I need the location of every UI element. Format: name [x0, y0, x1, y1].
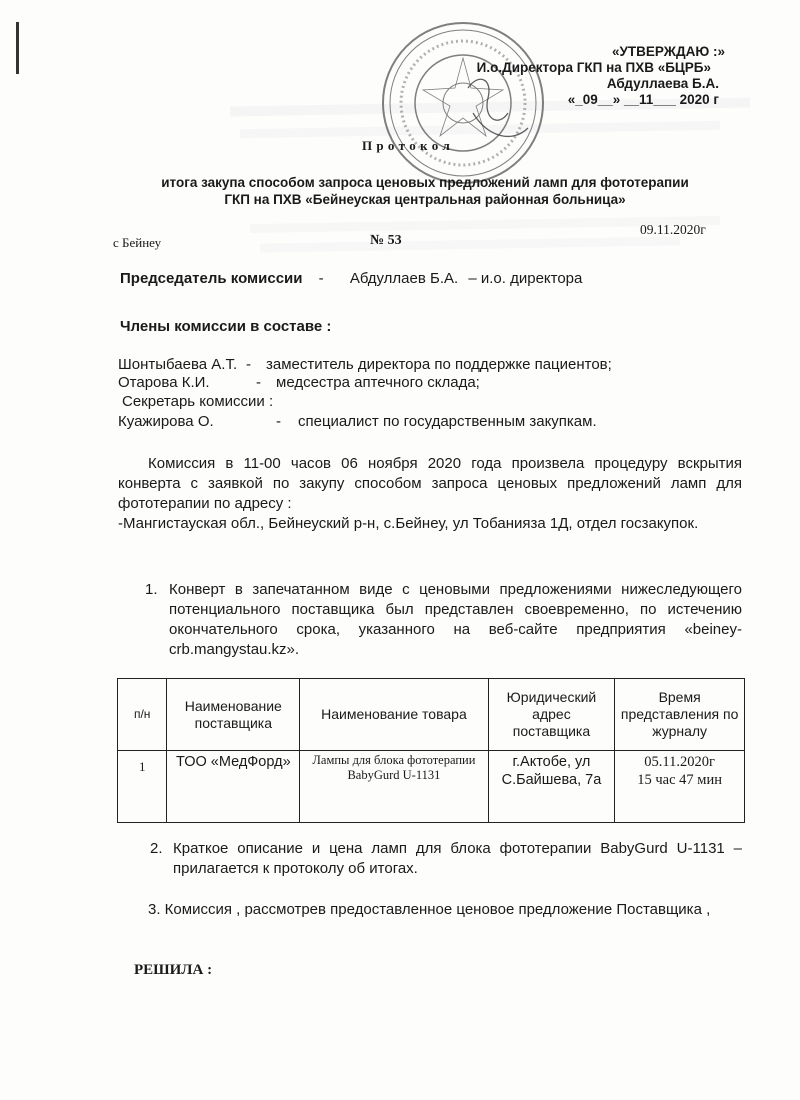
document-date: 09.11.2020г [640, 222, 706, 237]
subtitle-line-1: итога закупа способом запроса ценовых предложений ламп для фототерапии [161, 175, 689, 190]
list-item-1-number: 1. [145, 581, 158, 598]
subtitle-line-2: ГКП на ПХВ «Бейнеуская центральная районная больница» [224, 192, 626, 207]
secretary-dash: - [276, 413, 281, 430]
document-number: № 53 [370, 233, 402, 248]
supplier-table [117, 678, 745, 823]
approval-position: И.о.Директора ГКП на ПХВ «БЦРБ» [476, 60, 711, 75]
address-paragraph: -Мангистауская обл., Бейнеуский р-н, с.Бейнеу, ул Тобанияза 1Д, отдел госзакупок. [118, 515, 699, 532]
cell-time [615, 751, 745, 823]
chair-dash: - [318, 270, 324, 287]
col-header-num: п/н [118, 679, 167, 751]
approval-date: «_09__» __11___ 2020 г [567, 92, 719, 107]
chair-label: Председатель комиссии [120, 270, 303, 287]
member-role: медсестра аптечного склада; [276, 374, 480, 391]
binder-mark [16, 22, 19, 74]
cell-time-date: 05.11.2020г [644, 754, 715, 770]
intro-text: Комиссия в 11-00 часов 06 ноября 2020 года произвела процедуру вскрытия конверта с заявкой по закупу способом запроса ценовых предложений ламп для фототерапии по адресу : [118, 455, 742, 512]
list-item-1 [145, 580, 742, 660]
member-name: Шонтыбаева А.Т. [118, 356, 238, 373]
cell-time-clock: 15 час 47 мин [637, 772, 722, 788]
secretary-role: специалист по государственным закупкам. [298, 413, 597, 430]
approval-block [420, 44, 725, 108]
page-title: П р о т о к о л [362, 138, 451, 153]
chair-name: Абдуллаев Б.А. [349, 270, 459, 287]
members-heading: Члены комиссии в составе : [120, 318, 332, 335]
chair-role: – и.о. директора [468, 270, 583, 287]
document-place: с Бейнеу [113, 235, 162, 250]
member-row [118, 374, 480, 391]
cell-product: Лампы для блока фототерапии BabyGurd U-1131 [300, 751, 488, 823]
col-header-address: Юридический адрес поставщика [488, 679, 615, 751]
member-row [118, 356, 612, 373]
cell-address: г.Актобе, ул С.Байшева, 7а [488, 751, 615, 823]
decision-heading: РЕШИЛА : [134, 962, 213, 978]
list-item-1-text: Конверт в запечатанном виде с ценовыми предложениями нижеследующего потенциального поставщика был представлен своевременно, по истечению окончательного срока, указанного на веб-сайте предприятия «beiney-crb.mangystau.kz». [169, 581, 742, 658]
list-item-2-number: 2. [150, 840, 163, 857]
list-item-2 [150, 839, 742, 879]
table-row [118, 751, 745, 823]
member-role: заместитель директора по поддержке пациентов; [266, 356, 612, 373]
col-header-time: Время представления по журналу [615, 679, 745, 751]
approval-name: Абдуллаева Б.А. [606, 76, 719, 91]
col-header-supplier: Наименование поставщика [167, 679, 300, 751]
secretary-heading: Секретарь комиссии : [122, 393, 274, 410]
approval-title: «УТВЕРЖДАЮ :» [612, 44, 725, 59]
list-item-2-text: Краткое описание и цена ламп для блока фототерапии BabyGurd U-1131 – прилагается к протоколу об итогах. [173, 840, 742, 877]
member-dash: - [246, 356, 251, 373]
list-item-3: 3. Комиссия , рассмотрев предоставленное ценовое предложение Поставщика , [148, 901, 711, 918]
member-dash: - [256, 374, 261, 391]
cell-supplier: ТОО «МедФорд» [167, 751, 300, 823]
intro-paragraph [118, 454, 742, 514]
document-subtitle [120, 174, 730, 208]
table-header-row [118, 679, 745, 751]
cell-num: 1 [118, 751, 167, 823]
secretary-row [118, 413, 597, 430]
secretary-name: Куажирова О. [118, 413, 214, 430]
commission-chair [120, 270, 582, 287]
col-header-product: Наименование товара [300, 679, 488, 751]
member-name: Отарова К.И. [118, 374, 210, 391]
